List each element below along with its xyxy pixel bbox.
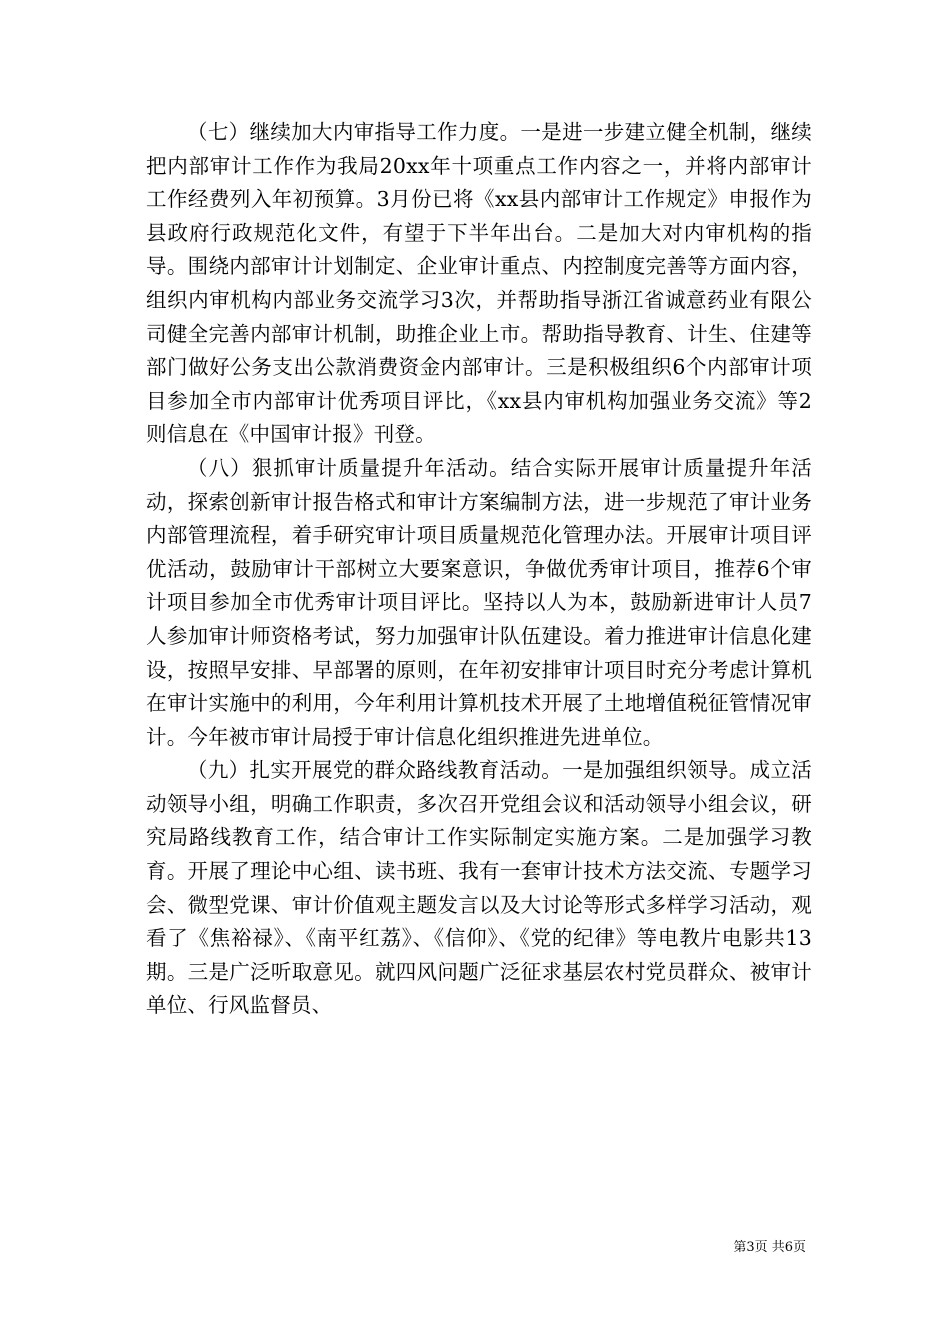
document-body (146, 116, 812, 1023)
page-number-footer: 第3页 共6页 (733, 1240, 806, 1255)
paragraph-section-8: （八）狠抓审计质量提升年活动。结合实际开展审计质量提升年活动，探索创新审计报告格式和审计方案编制方法，进一步规范了审计业务内部管理流程，着手研究审计项目质量规范化管理办法。开展审计项目评优活动，鼓励审计干部树立大要案意识，争做优秀审计项目，推荐6个审计项目参加全市优秀审计项目评比。坚持以人为本，鼓励新进审计人员7人参加审计师资格考试，努力加强审计队伍建设。着力推进审计信息化建设，按照早安排、早部署的原则，在年初安排审计项目时充分考虑计算机在审计实施中的利用，今年利用计算机技术开展了土地增值税征管情况审计。今年被市审计局授于审计信息化组织推进先进单位。 (146, 455, 812, 749)
paragraph-section-7: （七）继续加大内审指导工作力度。一是进一步建立健全机制，继续把内部审计工作作为我局20xx年十项重点工作内容之一，并将内部审计工作经费列入年初预算。3月份已将《xx县内部审计工作规定》申报作为县政府行政规范化文件，有望于下半年出台。二是加大对内审机构的指导。围绕内部审计计划制定、企业审计重点、内控制度完善等方面内容，组织内审机构内部业务交流学习3次，并帮助指导浙江省诚意药业有限公司健全完善内部审计机制，助推企业上市。帮助指导教育、计生、住建等部门做好公务支出公款消费资金内部审计。三是积极组织6个内部审计项目参加全市内部审计优秀项目评比，《xx县内审机构加强业务交流》等2则信息在《中国审计报》刊登。 (146, 120, 812, 447)
paragraph-section-9: （九）扎实开展党的群众路线教育活动。一是加强组织领导。成立活动领导小组，明确工作职责，多次召开党组会议和活动领导小组会议，研究局路线教育工作，结合审计工作实际制定实施方案。二是加强学习教育。开展了理论中心组、读书班、我有一套审计技术方法交流、专题学习会、微型党课、审计价值观主题发言以及大讨论等形式多样学习活动，观看了《焦裕禄》、《南平红荔》、《信仰》、《党的纪律》等电教片电影共13期。三是广泛听取意见。就四风问题广泛征求基层农村党员群众、被审计单位、行风监督员、 (146, 758, 812, 1018)
